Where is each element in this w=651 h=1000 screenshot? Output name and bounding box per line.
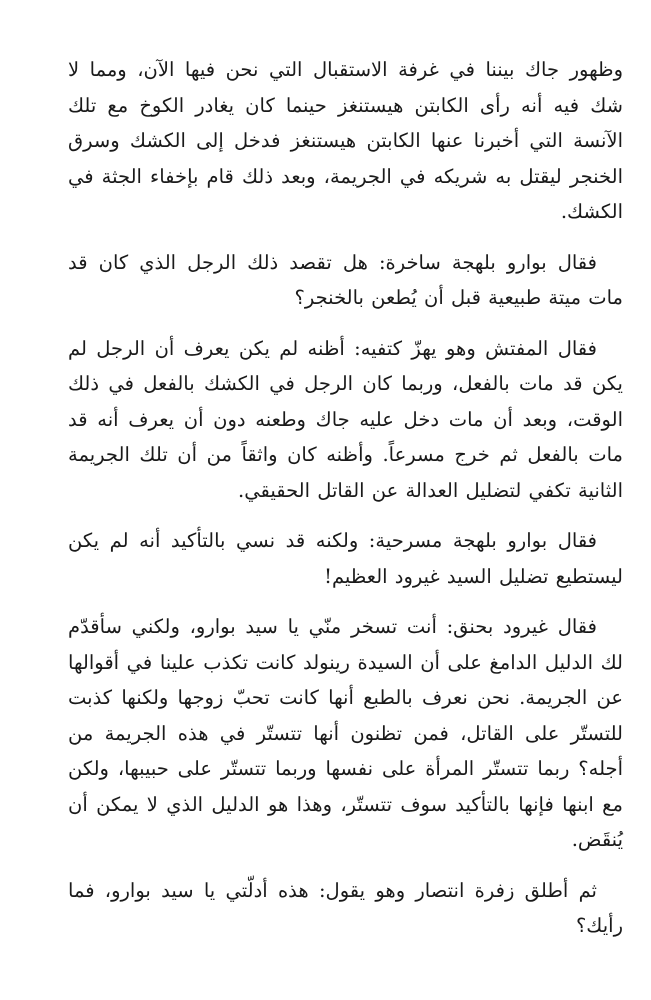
paragraph-3: فقال المفتش وهو يهزّ كتفيه: أظنه لم يكن يعرف أن الرجل لم يكن قد مات بالفعل، وربما كان الرجل في الكشك بالفعل في ذلك الوقت، وبعد أن مات دخل عليه جاك وطعنه دون أن يعرف أنه قد مات بالفعل ثم خرج مسرعاً. وأظنه كان واثقاً من أن تلك الجريمة الثانية تكفي لتضليل العدالة عن القاتل الحقيقي. [68,336,623,502]
paragraph-5: فقال غيرود بحنق: أنت تسخر منّي يا سيد بوارو، ولكني سأقدّم لك الدليل الدامغ على أن السيدة رينولد كانت تكذب علينا في أقوالها عن الجريمة. نحن نعرف بالطبع أنها كانت تحبّ زوجها ولكنها كذبت للتستّر على القاتل، فمن تظنون أنها تتستّر في هذه الجريمة من أجله؟ ربما تتستّر المرأة على نفسها وربما تتستّر على حبيبها، ولكن مع ابنها فإنها بالتأكيد سوف تتستّر، وهذا هو الدليل الذي لا يمكن أن يُنقَض. [68,615,623,851]
book-page [68,52,623,980]
paragraph-2: فقال بوارو بلهجة ساخرة: هل تقصد ذلك الرجل الذي كان قد مات ميتة طبيعية قبل أن يُطعن بالخنجر؟ [68,250,623,309]
paragraph-6: ثم أطلق زفرة انتصار وهو يقول: هذه أدلّتي يا سيد بوارو، فما رأيك؟ [68,878,623,937]
paragraph-4: فقال بوارو بلهجة مسرحية: ولكنه قد نسي بالتأكيد أنه لم يكن ليستطيع تضليل السيد غيرود العظيم! [68,529,623,588]
paragraph-1: وظهور جاك بيننا في غرفة الاستقبال التي نحن فيها الآن، ومما لا شك فيه أنه رأى الكابتن هيستنغز حينما كان يغادر الكوخ مع تلك الآنسة التي أخبرنا عنها الكابتن هيستنغز فدخل إلى الكشك وسرق الخنجر ليقتل به شريكه في الجريمة، وبعد ذلك قام بإخفاء الجثة في الكشك. [68,58,623,223]
